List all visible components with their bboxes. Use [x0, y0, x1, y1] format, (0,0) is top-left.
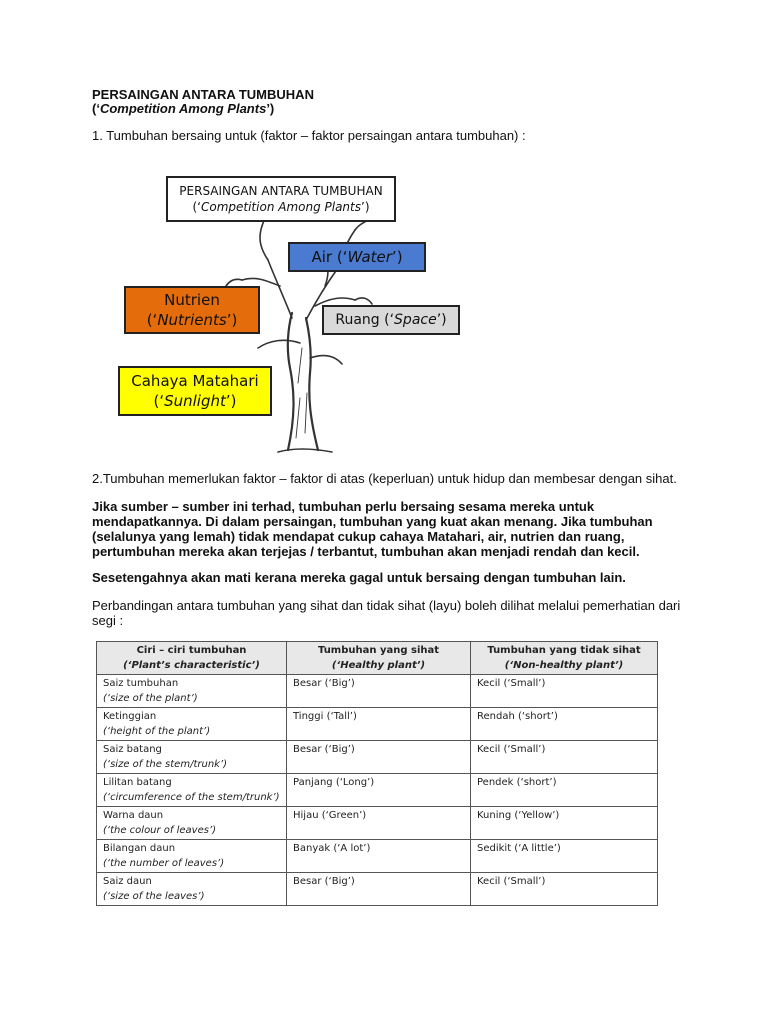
cell-main: Saiz daun: [103, 876, 152, 887]
factor-sunlight-suffix: ’): [225, 392, 237, 410]
factor-sunlight-line2: [153, 391, 236, 411]
cell-en: (‘size of the stem/trunk’): [103, 759, 228, 770]
cell-unhealthy: Kecil (‘Small’): [471, 741, 658, 774]
point-2: 2.Tumbuhan memerlukan faktor – faktor di atas (keperluan) untuk hidup dan membesar dengan sihat.: [92, 471, 677, 486]
cell-en: (‘size of the plant’): [103, 693, 198, 704]
cell-unhealthy: Rendah (‘short’): [471, 708, 658, 741]
diagram-title-italic: Competition Among Plants: [200, 200, 361, 214]
header-main: Ciri – ciri tumbuhan: [136, 645, 247, 656]
cell-healthy: Besar (‘Big’): [287, 873, 471, 906]
factor-water-italic: Water: [347, 248, 392, 266]
cell-characteristic: [97, 675, 287, 708]
table-row: [97, 807, 658, 840]
factor-sunlight-italic: Sunlight: [164, 392, 226, 410]
cell-main: Lilitan batang: [103, 777, 172, 788]
factor-space-italic: Space: [394, 312, 437, 328]
cell-healthy: Panjang (‘Long’): [287, 774, 471, 807]
cell-unhealthy: Kecil (‘Small’): [471, 873, 658, 906]
factor-sunlight-box: [118, 366, 272, 416]
cell-characteristic: [97, 774, 287, 807]
factor-nutrients-box: [124, 286, 260, 334]
cell-unhealthy: Kecil (‘Small’): [471, 675, 658, 708]
table-row: [97, 774, 658, 807]
header-en: (‘Plant’s characteristic’): [123, 660, 260, 671]
diagram-title-line1: PERSAINGAN ANTARA TUMBUHAN: [179, 184, 383, 198]
diagram-title-box: [166, 176, 396, 222]
header-en: (‘Healthy plant’): [331, 660, 426, 671]
factor-nutrients-prefix: (‘: [146, 311, 158, 329]
paragraph-competition: Jika sumber – sumber ini terhad, tumbuhan perlu bersaing sesama mereka untuk mendapatkannya. Di dalam persaingan, tumbuhan yang kuat akan menang. Jika tumbuhan (selalunya yang lemah) tidak mendapat cukup cahaya Matahari, air, nutrien dan ruang, pertumbuhan mereka akan terjejas / terbantut, tumbuhan akan menjadi rendah dan kecil.: [92, 499, 653, 559]
factor-space-box: [322, 305, 460, 335]
header-cell-healthy: [287, 642, 471, 675]
cell-en: (‘the number of leaves’): [103, 858, 225, 869]
cell-characteristic: [97, 741, 287, 774]
cell-en: (‘size of the leaves’): [103, 891, 205, 902]
cell-healthy: Besar (‘Big’): [287, 741, 471, 774]
cell-characteristic: [97, 873, 287, 906]
diagram-title-prefix: (‘: [192, 200, 201, 214]
cell-healthy: Banyak (‘A lot’): [287, 840, 471, 873]
comparison-table: [96, 641, 658, 906]
cell-main: Warna daun: [103, 810, 164, 821]
factor-nutrients-italic: Nutrients: [157, 311, 227, 329]
factor-water-text: Air (‘: [311, 248, 348, 266]
header-main: Tumbuhan yang tidak sihat: [487, 645, 641, 656]
cell-main: Saiz tumbuhan: [103, 678, 179, 689]
cell-en: (‘the colour of leaves’): [103, 825, 217, 836]
cell-characteristic: [97, 807, 287, 840]
cell-unhealthy: Pendek (‘short’): [471, 774, 658, 807]
page-subtitle: [92, 101, 274, 116]
factor-nutrients-line1: Nutrien: [164, 291, 220, 309]
factor-nutrients-line2: [147, 310, 238, 330]
factor-sunlight-prefix: (‘: [153, 392, 165, 410]
factor-water-box: [288, 242, 426, 272]
factor-space-label: [335, 312, 446, 328]
factor-sunlight-line1: Cahaya Matahari: [131, 372, 259, 390]
factor-water-label: [311, 248, 402, 266]
diagram-title-line2: [192, 199, 369, 215]
table-row: [97, 675, 658, 708]
paragraph-comparison: Perbandingan antara tumbuhan yang sihat dan tidak sihat (layu) boleh dilihat melalui pemerhatian dari segi :: [92, 598, 681, 628]
cell-main: Ketinggian: [103, 711, 157, 722]
table-header-row: [97, 642, 658, 675]
factor-space-text: Ruang (‘: [335, 312, 395, 328]
subtitle-suffix: ’): [266, 101, 275, 116]
header-cell-characteristic: [97, 642, 287, 675]
page-title: PERSAINGAN ANTARA TUMBUHAN: [92, 87, 314, 102]
cell-characteristic: [97, 840, 287, 873]
factor-water-suffix: ’): [391, 248, 403, 266]
competition-diagram: [110, 168, 480, 458]
paragraph-die: Sesetengahnya akan mati kerana mereka gagal untuk bersaing dengan tumbuhan lain.: [92, 570, 626, 585]
cell-healthy: Hijau (‘Green’): [287, 807, 471, 840]
cell-characteristic: [97, 708, 287, 741]
point-1: 1. Tumbuhan bersaing untuk (faktor – faktor persaingan antara tumbuhan) :: [92, 128, 526, 143]
header-en: (‘Non-healthy plant’): [504, 660, 624, 671]
table-row: [97, 840, 658, 873]
factor-nutrients-suffix: ’): [226, 311, 238, 329]
cell-unhealthy: Sedikit (‘A little’): [471, 840, 658, 873]
cell-en: (‘height of the plant’): [103, 726, 211, 737]
cell-en: (‘circumference of the stem/trunk’): [103, 792, 280, 803]
table-row: [97, 873, 658, 906]
cell-healthy: Besar (‘Big’): [287, 675, 471, 708]
subtitle-italic: Competition Among Plants: [99, 101, 267, 116]
cell-healthy: Tinggi (‘Tall’): [287, 708, 471, 741]
table-row: [97, 741, 658, 774]
header-main: Tumbuhan yang sihat: [317, 645, 440, 656]
cell-main: Saiz batang: [103, 744, 162, 755]
factor-space-suffix: ’): [436, 312, 447, 328]
cell-main: Bilangan daun: [103, 843, 176, 854]
header-cell-unhealthy: [471, 642, 658, 675]
subtitle-prefix: (‘: [92, 101, 100, 116]
diagram-title-suffix: ’): [361, 200, 370, 214]
table-row: [97, 708, 658, 741]
cell-unhealthy: Kuning (‘Yellow’): [471, 807, 658, 840]
